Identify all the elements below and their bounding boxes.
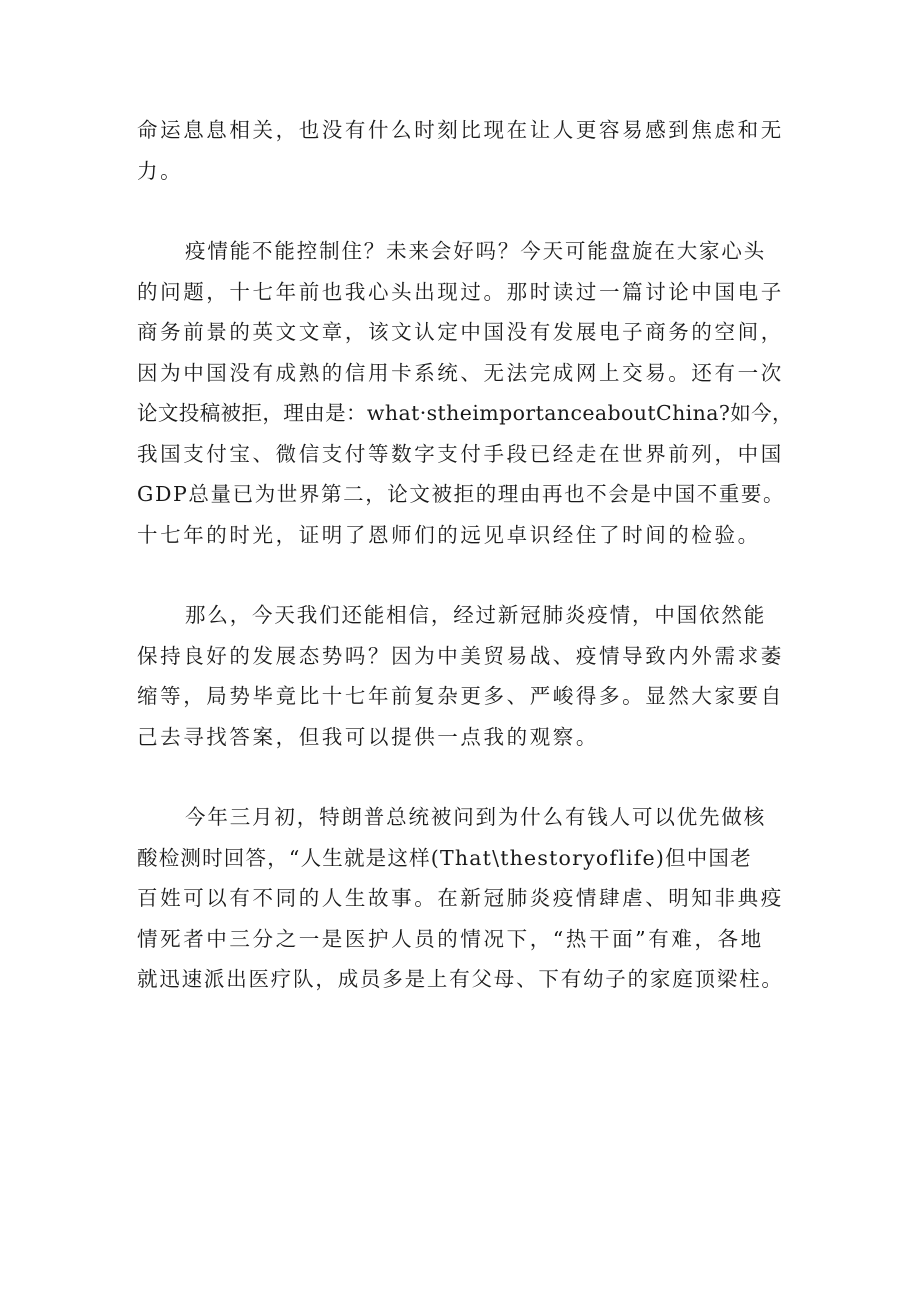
text-line: 我国支付宝、微信支付等数字支付手段已经走在世界前列，中国: [137, 441, 784, 466]
text-line: 的问题，十七年前也我心头出现过。那时读过一篇讨论中国电子: [137, 279, 784, 304]
paragraph-3: [137, 595, 812, 757]
paragraph-1: [137, 110, 812, 191]
text-line: 酸检测时回答，“人生就是这样(That\thestoryoflife)但中国老: [137, 845, 752, 870]
text-line: 百姓可以有不同的人生故事。在新冠肺炎疫情肆虐、明知非典疫: [137, 886, 784, 910]
paragraph-4: [137, 797, 812, 1000]
text-line: 因为中国没有成熟的信用卡系统、无法完成网上交易。还有一次: [137, 360, 784, 385]
document-page: [137, 110, 812, 1000]
text-line: 就迅速派出医疗队，成员多是上有父母、下有幼子的家庭顶梁柱。: [137, 967, 784, 991]
text-line: 商务前景的英文文章，该文认定中国没有发展电子商务的空间，: [137, 320, 784, 344]
text-line: 情死者中三分之一是医护人员的情况下，“热干面”有难，各地: [137, 926, 764, 951]
paragraph-2: [137, 231, 812, 555]
text-line: 论文投稿被拒，理由是：what·stheimportanceaboutChina?如今，: [137, 401, 793, 425]
text-line: 己去寻找答案，但我可以提供一点我的观察。: [137, 724, 599, 749]
text-line: 疫情能不能控制住？未来会好吗？今天可能盘旋在大家心头: [185, 239, 767, 263]
text-line: 十七年的时光，证明了恩师们的远见卓识经住了时间的检验。: [137, 522, 761, 547]
text-line: 命运息息相关，也没有什么时刻比现在让人更容易感到焦虑和无: [137, 118, 784, 142]
text-line: 保持良好的发展态势吗？因为中美贸易战、疫情导致内外需求萎: [137, 643, 784, 668]
text-line: GDP总量已为世界第二，论文被拒的理由再也不会是中国不重要。: [137, 482, 786, 506]
text-line: 力。: [137, 158, 184, 183]
text-line: 缩等，局势毕竟比十七年前复杂更多、严峻得多。显然大家要自: [137, 684, 784, 708]
text-line: 那么，今天我们还能相信，经过新冠肺炎疫情，中国依然能: [185, 603, 767, 627]
text-line: 今年三月初，特朗普总统被问到为什么有钱人可以优先做核: [185, 805, 767, 829]
